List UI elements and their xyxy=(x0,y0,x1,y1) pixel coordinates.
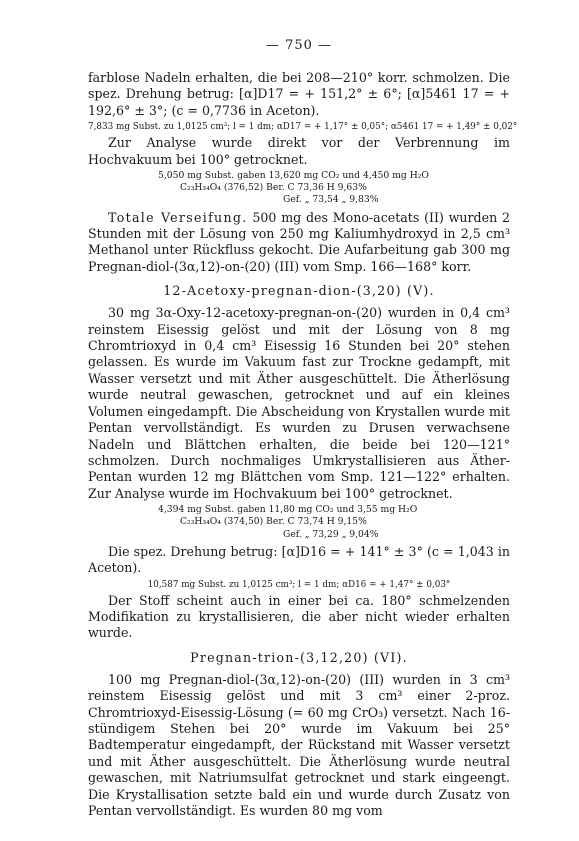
analysis-1-line-2: C₂₃H₃₄O₄ (376,52) Ber. C 73,36 H 9,63% xyxy=(180,182,367,194)
analysis-block-1 xyxy=(88,170,510,207)
section-heading-1: 12-Acetoxy-pregnan-dion-(3,20) (V). xyxy=(163,283,435,299)
paragraph-3-text: 500 mg des Mono-acetats (II) wurden 2 Stunden mit der Lösung von 250 mg Kaliumhydroxyd in 2,5 cm³ Methanol unter Rückfluss gekocht. Die Aufarbeitung gab 300 mg Pregnan-diol-(3α,12)-on-(20) (III) vom Smp. 166—168° korr. xyxy=(88,209,510,274)
paragraph-3-lead: Totale Verseifung. xyxy=(108,209,248,225)
paragraph-4: 30 mg 3α-Oxy-12-acetoxy-pregnan-on-(20) wurden in 0,4 cm³ reinstem Eisessig gelöst und mit der Lösung von 8 mg Chromtrioxyd in 0,4 cm³ Eisessig 16 Stunden bei 20° stehen gelassen. Es wurde im Vakuum fast zur Trockne gedampft, mit Wasser versetzt und mit Äther ausgeschüttelt. Die Ätherlösung wurde neutral gewaschen, getrocknet und auf ein kleines Volumen eingedampft. Die Abscheidung von Krystallen wurde mit Pentan vervollständigt. Es wurden zu Drusen verwachsene Nadeln und Blättchen erhalten, die beide bei 120—121° schmolzen. Durch nochmaliges Umkrystallisieren aus Äther-Pentan wurden 12 mg Blättchen vom Smp. 121—122° erhalten. Zur Analyse wurde im Hochvakuum bei 100° getrocknet. xyxy=(88,305,510,501)
rotation-measurement-1: 7,833 mg Subst. zu 1,0125 cm³; l = 1 dm; αD17 = + 1,17° ± 0,05°; α5461 17 = + 1,49° ± 0,02° xyxy=(88,122,518,133)
analysis-2-line-2: C₂₃H₃₄O₄ (374,50) Ber. C 73,74 H 9,15% xyxy=(180,516,367,528)
analysis-block-2 xyxy=(88,504,510,541)
rotation-measurement-2: 10,587 mg Subst. zu 1,0125 cm³; l = 1 dm; αD16 = + 1,47° ± 0,03° xyxy=(147,579,451,590)
paragraph-2: Zur Analyse wurde direkt vor der Verbrennung im Hochvakuum bei 100° getrocknet. xyxy=(88,135,510,167)
paragraph-5: Die spez. Drehung betrug: [α]D16 = + 141° ± 3° (c = 1,043 in Aceton). xyxy=(88,543,510,576)
analysis-1-line-3: Gef. „ 73,54 „ 9,83% xyxy=(283,194,379,206)
page-body xyxy=(88,38,518,819)
paragraph-6: Der Stoff scheint auch in einer bei ca. 180° schmelzenden Modifikation zu krystallisieren, die aber nicht wieder erhalten wurde. xyxy=(88,592,510,641)
paragraph-1: farblose Nadeln erhalten, die bei 208—210° korr. schmolzen. Die spez. Drehung betrug: [α]D17 = + 151,2° ± 6°; [α]5461 17 = + 192,6° ± 3°; (c = 0,7736 in Aceton). xyxy=(88,70,510,118)
analysis-1-line-1: 5,050 mg Subst. gaben 13,620 mg CO₂ und 4,450 mg H₂O xyxy=(158,170,429,182)
section-heading-2: Pregnan-trion-(3,12,20) (VI). xyxy=(190,649,408,665)
paragraph-3 xyxy=(88,210,510,276)
paragraph-7: 100 mg Pregnan-diol-(3α,12)-on-(20) (III) wurden in 3 cm³ reinstem Eisessig gelöst und mit 3 cm³ einer 2-proz. Chromtrioxyd-Eisessig-Lösung (= 60 mg CrO₃) versetzt. Nach 16-stündigem Stehen bei 20° wurde im Vakuum bei 25° Badtemperatur eingedampft, der Rückstand mit Wasser versetzt und mit Äther ausgeschüttelt. Die Ätherlösung wurde neutral gewaschen, mit Natriumsulfat getrocknet und stark eingeengt. Die Krystallisation setzte bald ein und wurde durch Zusatz von Pentan vervollständigt. Es wurden 80 mg vom xyxy=(88,671,510,819)
page-number: — 750 — xyxy=(265,38,333,53)
analysis-2-line-1: 4,394 mg Subst. gaben 11,80 mg CO₂ und 3,55 mg H₂O xyxy=(158,504,418,516)
analysis-2-line-3: Gef. „ 73,29 „ 9,04% xyxy=(283,528,379,540)
